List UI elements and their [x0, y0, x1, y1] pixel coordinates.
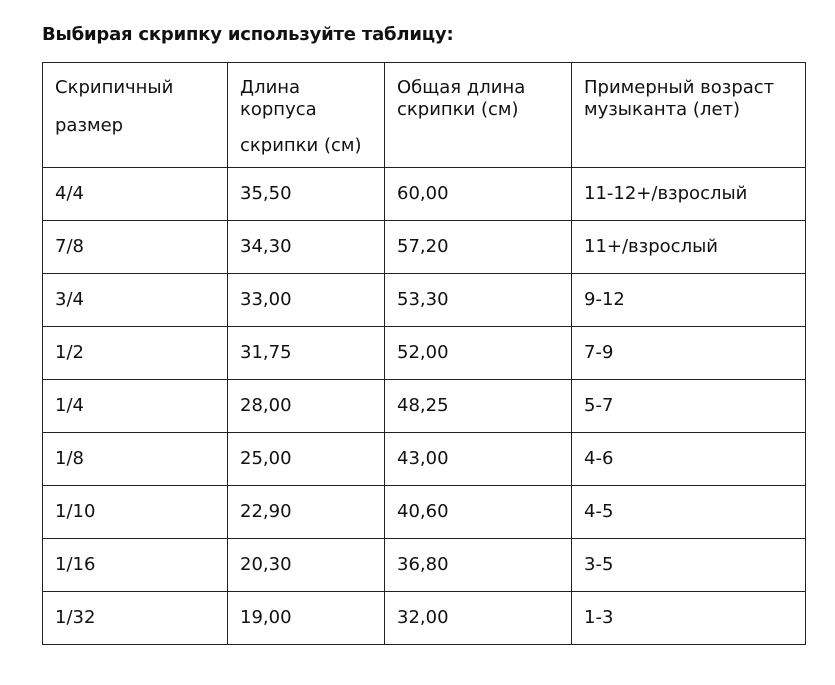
- header-text: корпуса: [240, 99, 317, 120]
- table-row: [43, 168, 806, 221]
- header-text: скрипки (см): [397, 99, 519, 120]
- cell-size: 1/8: [43, 433, 228, 486]
- cell-age: 7-9: [572, 327, 806, 380]
- table-row: [43, 539, 806, 592]
- cell-age: 1-3: [572, 592, 806, 645]
- cell-age: 3-5: [572, 539, 806, 592]
- cell-body-length: 33,00: [228, 274, 385, 327]
- cell-age: 4-5: [572, 486, 806, 539]
- header-text: музыканта (лет): [584, 99, 741, 120]
- header-text: Длина: [240, 77, 301, 98]
- cell-size: 1/4: [43, 380, 228, 433]
- cell-size: 1/2: [43, 327, 228, 380]
- header-text: Примерный возраст: [584, 77, 775, 98]
- header-text: Общая длина: [397, 77, 526, 98]
- cell-body-length: 20,30: [228, 539, 385, 592]
- cell-total-length: 32,00: [385, 592, 572, 645]
- cell-body-length: 28,00: [228, 380, 385, 433]
- cell-total-length: 52,00: [385, 327, 572, 380]
- cell-total-length: 48,25: [385, 380, 572, 433]
- table-row: [43, 274, 806, 327]
- table-row: [43, 327, 806, 380]
- cell-size: 1/10: [43, 486, 228, 539]
- cell-total-length: 36,80: [385, 539, 572, 592]
- cell-body-length: 22,90: [228, 486, 385, 539]
- table-row: [43, 433, 806, 486]
- cell-size: 1/32: [43, 592, 228, 645]
- cell-total-length: 53,30: [385, 274, 572, 327]
- violin-size-table: [42, 62, 806, 645]
- header-text: скрипки (см): [240, 135, 362, 156]
- cell-size: 3/4: [43, 274, 228, 327]
- table-row: [43, 221, 806, 274]
- cell-total-length: 57,20: [385, 221, 572, 274]
- header-cell-total-length: [385, 63, 572, 168]
- cell-total-length: 43,00: [385, 433, 572, 486]
- cell-body-length: 35,50: [228, 168, 385, 221]
- cell-total-length: 40,60: [385, 486, 572, 539]
- table-row: [43, 592, 806, 645]
- page-heading: Выбирая скрипку используйте таблицу:: [42, 24, 454, 45]
- header-cell-size: [43, 63, 228, 168]
- table-row: [43, 486, 806, 539]
- cell-body-length: 34,30: [228, 221, 385, 274]
- cell-age: 4-6: [572, 433, 806, 486]
- table-header-row: [43, 63, 806, 168]
- header-cell-age: [572, 63, 806, 168]
- header-cell-body-length: [228, 63, 385, 168]
- cell-size: 1/16: [43, 539, 228, 592]
- cell-size: 7/8: [43, 221, 228, 274]
- cell-total-length: 60,00: [385, 168, 572, 221]
- cell-body-length: 31,75: [228, 327, 385, 380]
- cell-body-length: 25,00: [228, 433, 385, 486]
- header-text: Скрипичный: [55, 77, 174, 98]
- table-row: [43, 380, 806, 433]
- cell-age: 5-7: [572, 380, 806, 433]
- cell-body-length: 19,00: [228, 592, 385, 645]
- cell-age: 9-12: [572, 274, 806, 327]
- cell-size: 4/4: [43, 168, 228, 221]
- header-text: размер: [55, 115, 124, 136]
- cell-age: 11+/взрослый: [572, 221, 806, 274]
- cell-age: 11-12+/взрослый: [572, 168, 806, 221]
